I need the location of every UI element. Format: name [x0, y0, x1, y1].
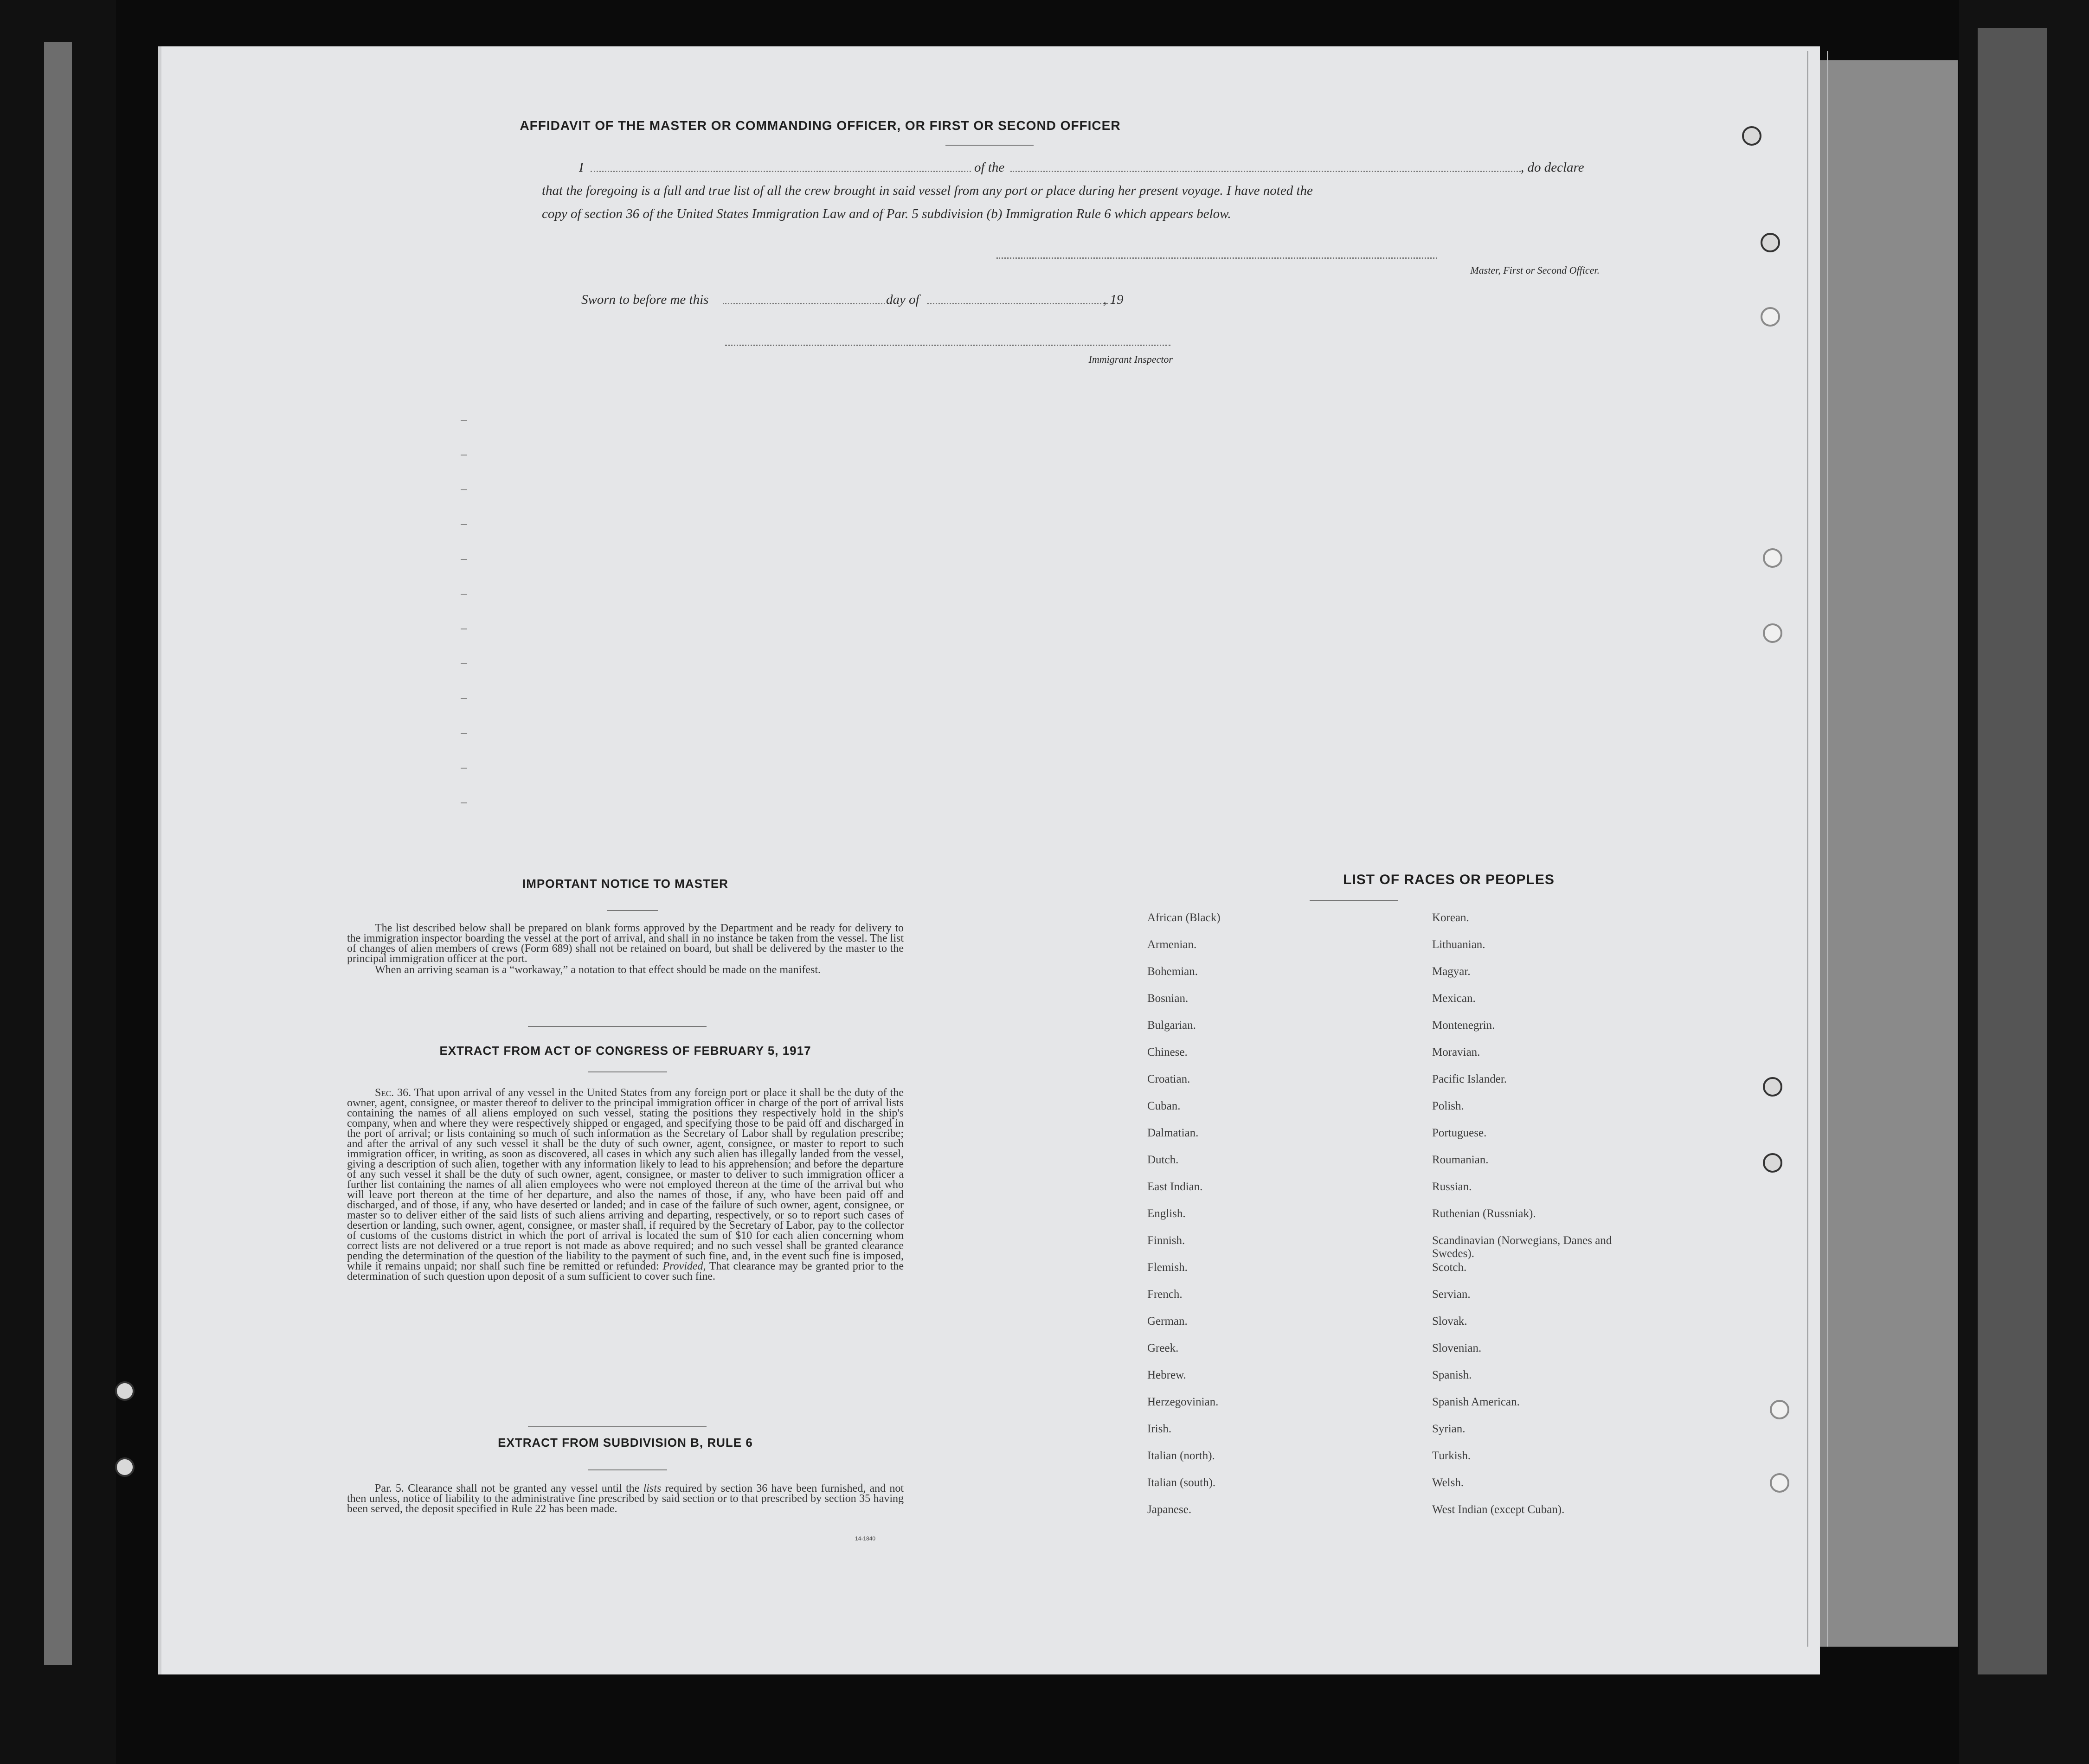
- binder-hole: [1770, 1400, 1789, 1419]
- act-extract-title: EXTRACT FROM ACT OF CONGRESS OF FEBRUARY 5, 1917: [439, 1044, 811, 1058]
- form-number: 14-1840: [855, 1535, 876, 1542]
- race-row: [1131, 1261, 1618, 1288]
- race-left: Bulgarian.: [1147, 1019, 1196, 1032]
- sworn-day-of: day of: [886, 292, 919, 307]
- title-rule: [945, 145, 1034, 146]
- race-left: East Indian.: [1147, 1180, 1203, 1193]
- race-left: Herzegovinian.: [1147, 1396, 1219, 1408]
- race-row: [1131, 1423, 1618, 1450]
- race-left: Irish.: [1147, 1423, 1172, 1435]
- rule-extract-text: [347, 1483, 904, 1514]
- margin-tick: [461, 733, 467, 734]
- film-border-left: [0, 0, 116, 1764]
- affidavit-line2: that the foregoing is a full and true list of all the crew brought in said vessel from any port or place during her present voyage. I have noted the: [542, 183, 1313, 198]
- race-right: Slovak.: [1432, 1315, 1467, 1328]
- race-row: [1131, 1396, 1618, 1423]
- binder-hole: [115, 1457, 135, 1477]
- race-right: Mexican.: [1432, 992, 1476, 1005]
- race-right: Slovenian.: [1432, 1342, 1482, 1354]
- document-page: [158, 46, 1820, 1674]
- race-right: Moravian.: [1432, 1046, 1480, 1058]
- race-left: Greek.: [1147, 1342, 1179, 1354]
- margin-tick: [461, 524, 467, 525]
- races-rule: [1310, 900, 1398, 901]
- vessel-blank[interactable]: [1010, 171, 1521, 172]
- race-right: Spanish.: [1432, 1369, 1472, 1381]
- race-right: Pacific Islander.: [1432, 1073, 1507, 1085]
- margin-tick: [461, 594, 467, 595]
- race-left: Italian (south).: [1147, 1476, 1216, 1489]
- races-table-body: [1131, 911, 1618, 1530]
- race-right: Portuguese.: [1432, 1127, 1487, 1139]
- inspector-caption: Immigrant Inspector: [1088, 353, 1173, 365]
- race-left: English.: [1147, 1207, 1186, 1220]
- margin-tick: [461, 698, 467, 699]
- race-right: Lithuanian.: [1432, 938, 1485, 951]
- race-row: [1131, 1154, 1618, 1180]
- race-row: [1131, 938, 1618, 965]
- race-left: Croatian.: [1147, 1073, 1190, 1085]
- race-left: French.: [1147, 1288, 1183, 1301]
- race-left: Dutch.: [1147, 1154, 1179, 1166]
- sworn-month-blank[interactable]: [927, 303, 1108, 304]
- affidavit-title: AFFIDAVIT OF THE MASTER OR COMMANDING OFFICER, OR FIRST OR SECOND OFFICER: [520, 118, 1121, 133]
- inspector-signature-blank[interactable]: [725, 345, 1170, 346]
- rule-rule: [588, 1469, 667, 1470]
- binder-hole: [1763, 1077, 1782, 1097]
- act-text: That upon arrival of any vessel in the United States from any foreign port or place it shall be the duty of the owner, agent, consignee, or master thereof to deliver to the principal immigration officer in charge of the port of arrival lists containing the names of all aliens employed on such vessel, stating the positions they respectively hold in the ship's company, when and where they were respectively shipped or engaged, and specifying those to be paid off and discharged in the port of arrival; or lists containing so much of such information as the Secretary of Labor shall by regulation prescribe; and after the arrival of any such vessel it shall be the duty of such owner, agent, consignee, or master to report to such immigration officer, in writing, as soon as discovered, all cases in which any such alien has illegally landed from the vessel, giving a description of such alien, together with any information likely to lead to his apprehension; and before the departure of any such vessel it shall be the duty of such owner, agent, consignee, or master to deliver to such immigration officer a further list containing the names of all alien employees who were not employed thereon at the time of the arrival but who will leave port thereon at the time of her departure, and also the names of those, if any, who have been paid off and discharged, and of those, if any, who have deserted or landed; and in case of the failure of such owner, agent, consignee, or master so to deliver either of the said lists of such aliens arriving and departing, respectively, or so to report such cases of desertion or landing, such owner, agent, consignee, or master shall, if required by the Secretary of Labor, pay to the collector of customs of the customs district in which the port of arrival is located the sum of $10 for each alien concerning whom correct lists are not delivered or a true report is not made as above required; and no such vessel shall be granted clearance pending the determination of the question of the liability to the payment of such fine, and, in the event such fine is imposed, while it remains unpaid; nor shall such fine be remitted or refunded:: [347, 1087, 904, 1272]
- rule-text-b: required by section 36 have been furnished, and not then unless, notice of liability to the administrative fine prescribed by said section or to that prescribed by section 35 having been served, the deposit specified in Rule 22 has been made.: [347, 1482, 904, 1515]
- race-right: Polish.: [1432, 1100, 1464, 1112]
- margin-tick: [461, 802, 467, 803]
- race-row: [1131, 1503, 1618, 1530]
- race-right: Korean.: [1432, 911, 1469, 924]
- race-left: Finnish.: [1147, 1234, 1185, 1247]
- race-right: Russian.: [1432, 1180, 1472, 1193]
- rule-extract-title: EXTRACT FROM SUBDIVISION B, RULE 6: [498, 1436, 753, 1450]
- lists-word: lists: [643, 1482, 662, 1495]
- film-strip-right: [1978, 28, 2047, 1674]
- affidavit-line3: copy of section 36 of the United States Immigration Law and of Par. 5 subdivision (b) Immigration Rule 6 which appears below.: [542, 206, 1231, 221]
- race-row: [1131, 1450, 1618, 1476]
- signature-caption: Master, First or Second Officer.: [1470, 264, 1600, 276]
- race-row: [1131, 1100, 1618, 1127]
- affidavit-declare: , do declare: [1521, 160, 1584, 175]
- binder-hole: [115, 1381, 135, 1401]
- binder-hole: [1763, 548, 1782, 568]
- race-right: Scandinavian (Norwegians, Danes and Swedes).: [1432, 1234, 1612, 1260]
- race-row: [1131, 965, 1618, 992]
- notice-rule: [607, 910, 658, 911]
- section-rule: [528, 1426, 707, 1427]
- binder-hole: [1742, 126, 1761, 146]
- master-signature-blank[interactable]: [996, 257, 1437, 259]
- binder-hole: [1761, 233, 1780, 252]
- sec-label: Sec. 36.: [375, 1087, 411, 1099]
- act-extract-text: [347, 1088, 904, 1282]
- affidavit-of-the: of the: [974, 160, 1005, 175]
- race-left: German.: [1147, 1315, 1188, 1328]
- binder-hole: [1770, 1473, 1789, 1493]
- race-left: Armenian.: [1147, 938, 1197, 951]
- race-right: West Indian (except Cuban).: [1432, 1503, 1565, 1516]
- notice-paragraph-1: The list described below shall be prepared on blank forms approved by the Department and be ready for delivery to the immigration inspector boarding the vessel at the port of arrival, and shall in no instance be taken from the vessel. The list of changes of alien members of crews (Form 689) shall not be retained on board, but shall be delivered by the master to the principal immigration officer at the port.: [347, 922, 904, 965]
- race-right: Ruthenian (Russniak).: [1432, 1207, 1536, 1220]
- race-row: [1131, 1234, 1618, 1261]
- race-row: [1131, 1019, 1618, 1046]
- provided-word: Provided,: [662, 1260, 706, 1272]
- race-row: [1131, 1369, 1618, 1396]
- act-rule: [588, 1071, 667, 1072]
- race-row: [1131, 1073, 1618, 1100]
- binder-hole: [1763, 623, 1782, 643]
- race-row: [1131, 1127, 1618, 1154]
- page-edge-lines: [1807, 51, 1828, 1647]
- race-left: Chinese.: [1147, 1046, 1188, 1058]
- race-right: Roumanian.: [1432, 1154, 1489, 1166]
- race-row: [1131, 992, 1618, 1019]
- race-left: Hebrew.: [1147, 1369, 1186, 1381]
- race-right: Magyar.: [1432, 965, 1471, 978]
- race-row: [1131, 1288, 1618, 1315]
- races-table: [1131, 911, 1618, 1530]
- sworn-prefix: Sworn to before me this: [581, 292, 709, 307]
- binder-hole: [1763, 1153, 1782, 1173]
- notice-title: IMPORTANT NOTICE TO MASTER: [522, 877, 728, 891]
- act-text-end: That clearance may be granted prior to the determination of such question upon deposit of a sum sufficient to cover such fine.: [347, 1260, 904, 1283]
- race-right: Spanish American.: [1432, 1396, 1520, 1408]
- binder-hole: [1761, 307, 1780, 327]
- film-border-right: [1959, 0, 2089, 1764]
- race-left: Italian (north).: [1147, 1450, 1215, 1462]
- race-row: [1131, 1342, 1618, 1369]
- race-row: [1131, 1046, 1618, 1073]
- race-left: Bosnian.: [1147, 992, 1189, 1005]
- race-right: Syrian.: [1432, 1423, 1466, 1435]
- race-left: Japanese.: [1147, 1503, 1192, 1516]
- race-left: Dalmatian.: [1147, 1127, 1199, 1139]
- sworn-day-blank[interactable]: [723, 303, 885, 304]
- race-right: Turkish.: [1432, 1450, 1471, 1462]
- notice-paragraph-2: When an arriving seaman is a “workaway,” a notation to that effect should be made on the manifest.: [375, 964, 821, 976]
- race-row: [1131, 1315, 1618, 1342]
- sworn-year: , 19: [1103, 292, 1124, 307]
- race-left: African (Black): [1147, 911, 1221, 924]
- margin-tick: [461, 489, 467, 490]
- race-left: Flemish.: [1147, 1261, 1188, 1274]
- race-row: [1131, 1207, 1618, 1234]
- section-rule: [528, 1026, 707, 1027]
- name-blank[interactable]: [591, 171, 971, 172]
- race-row: [1131, 1476, 1618, 1503]
- race-right: Servian.: [1432, 1288, 1471, 1301]
- rule-text-a: Par. 5. Clearance shall not be granted any vessel until the: [375, 1482, 640, 1495]
- race-left: Bohemian.: [1147, 965, 1198, 978]
- race-right: Montenegrin.: [1432, 1019, 1495, 1032]
- race-right: Scotch.: [1432, 1261, 1467, 1274]
- margin-tick: [461, 768, 467, 769]
- race-row: [1131, 1180, 1618, 1207]
- race-right: Welsh.: [1432, 1476, 1464, 1489]
- race-row: [1131, 911, 1618, 938]
- margin-tick: [461, 559, 467, 560]
- race-left: Cuban.: [1147, 1100, 1181, 1112]
- affidavit-i: I: [579, 160, 584, 175]
- races-title: LIST OF RACES OR PEOPLES: [1343, 872, 1555, 887]
- margin-tick: [461, 420, 467, 421]
- film-strip-left: [44, 42, 72, 1665]
- margin-tick: [461, 663, 467, 664]
